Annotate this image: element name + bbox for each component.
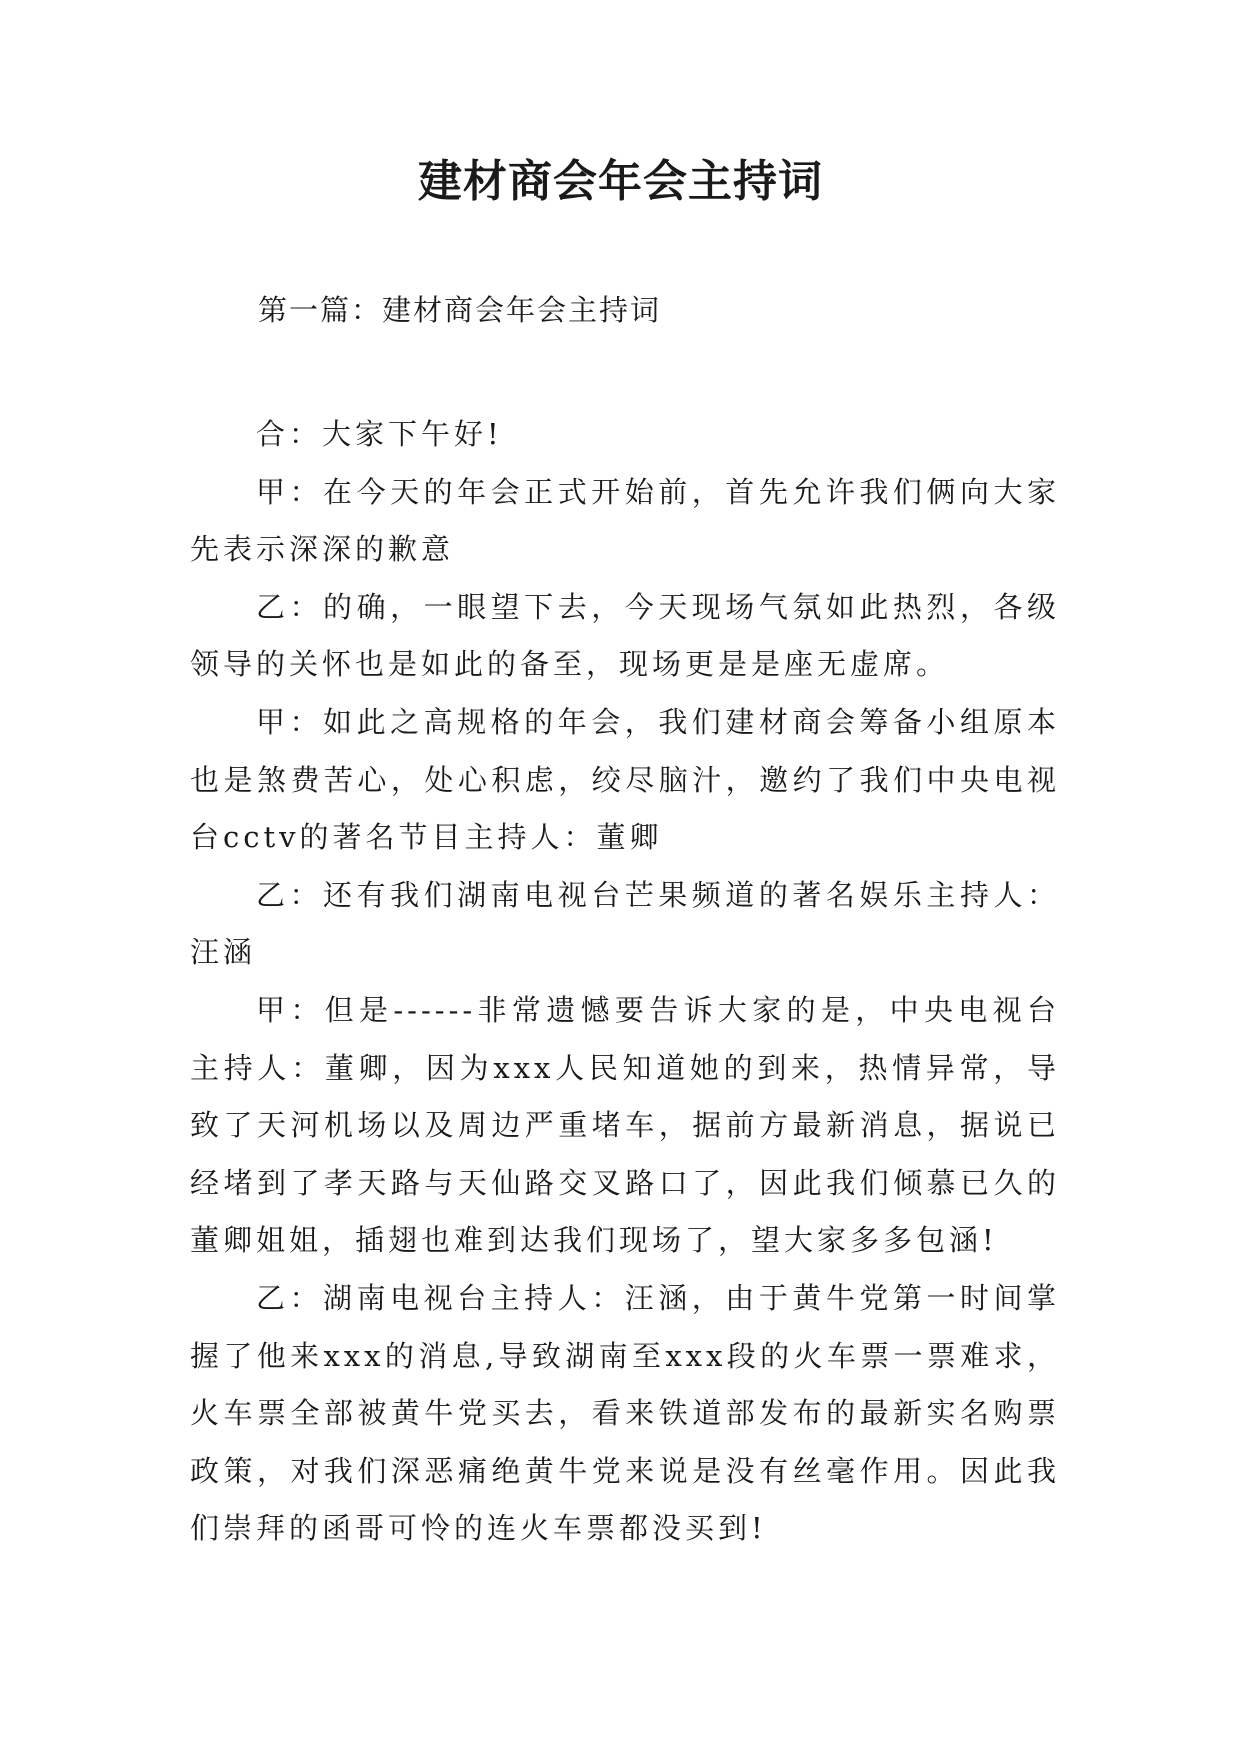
paragraph: 乙：的确，一眼望下去，今天现场气氛如此热烈，各级领导的关怀也是如此的备至，现场更是是座无虚席。 [190,589,1060,682]
paragraph: 合：大家下午好! [256,417,503,451]
body-text [190,406,1060,1558]
paragraph: 甲：如此之高规格的年会，我们建材商会筹备小组原本也是煞费苦心，处心积虑，绞尽脑汁，邀约了我们中央电视台cctv的著名节目主持人：董卿 [190,704,1060,855]
page-title: 建材商会年会主持词 [418,156,823,207]
section-heading: 第一篇：建材商会年会主持词 [258,293,662,327]
paragraph: 甲：但是------非常遗憾要告诉大家的是，中央电视台主持人：董卿，因为xxx人民知道她的到来，热情异常，导致了天河机场以及周边严重堵车，据前方最新消息，据说已经堵到了孝天路与天仙路交叉路口了，因此我们倾慕已久的董卿姐姐，插翅也难到达我们现场了，望大家多多包涵! [190,992,1060,1258]
paragraph: 乙：湖南电视台主持人：汪涵，由于黄牛党第一时间掌握了他来xxx的消息,导致湖南至xxx段的火车票一票难求，火车票全部被黄牛党买去，看来铁道部发布的最新实名购票政策，对我们深恶痛绝黄牛党来说是没有丝毫作用。因此我们崇拜的函哥可怜的连火车票都没买到! [190,1280,1060,1546]
paragraph: 乙：还有我们湖南电视台芒果频道的著名娱乐主持人：汪涵 [190,877,1060,970]
paragraph: 甲：在今天的年会正式开始前，首先允许我们俩向大家先表示深深的歉意 [190,474,1060,567]
